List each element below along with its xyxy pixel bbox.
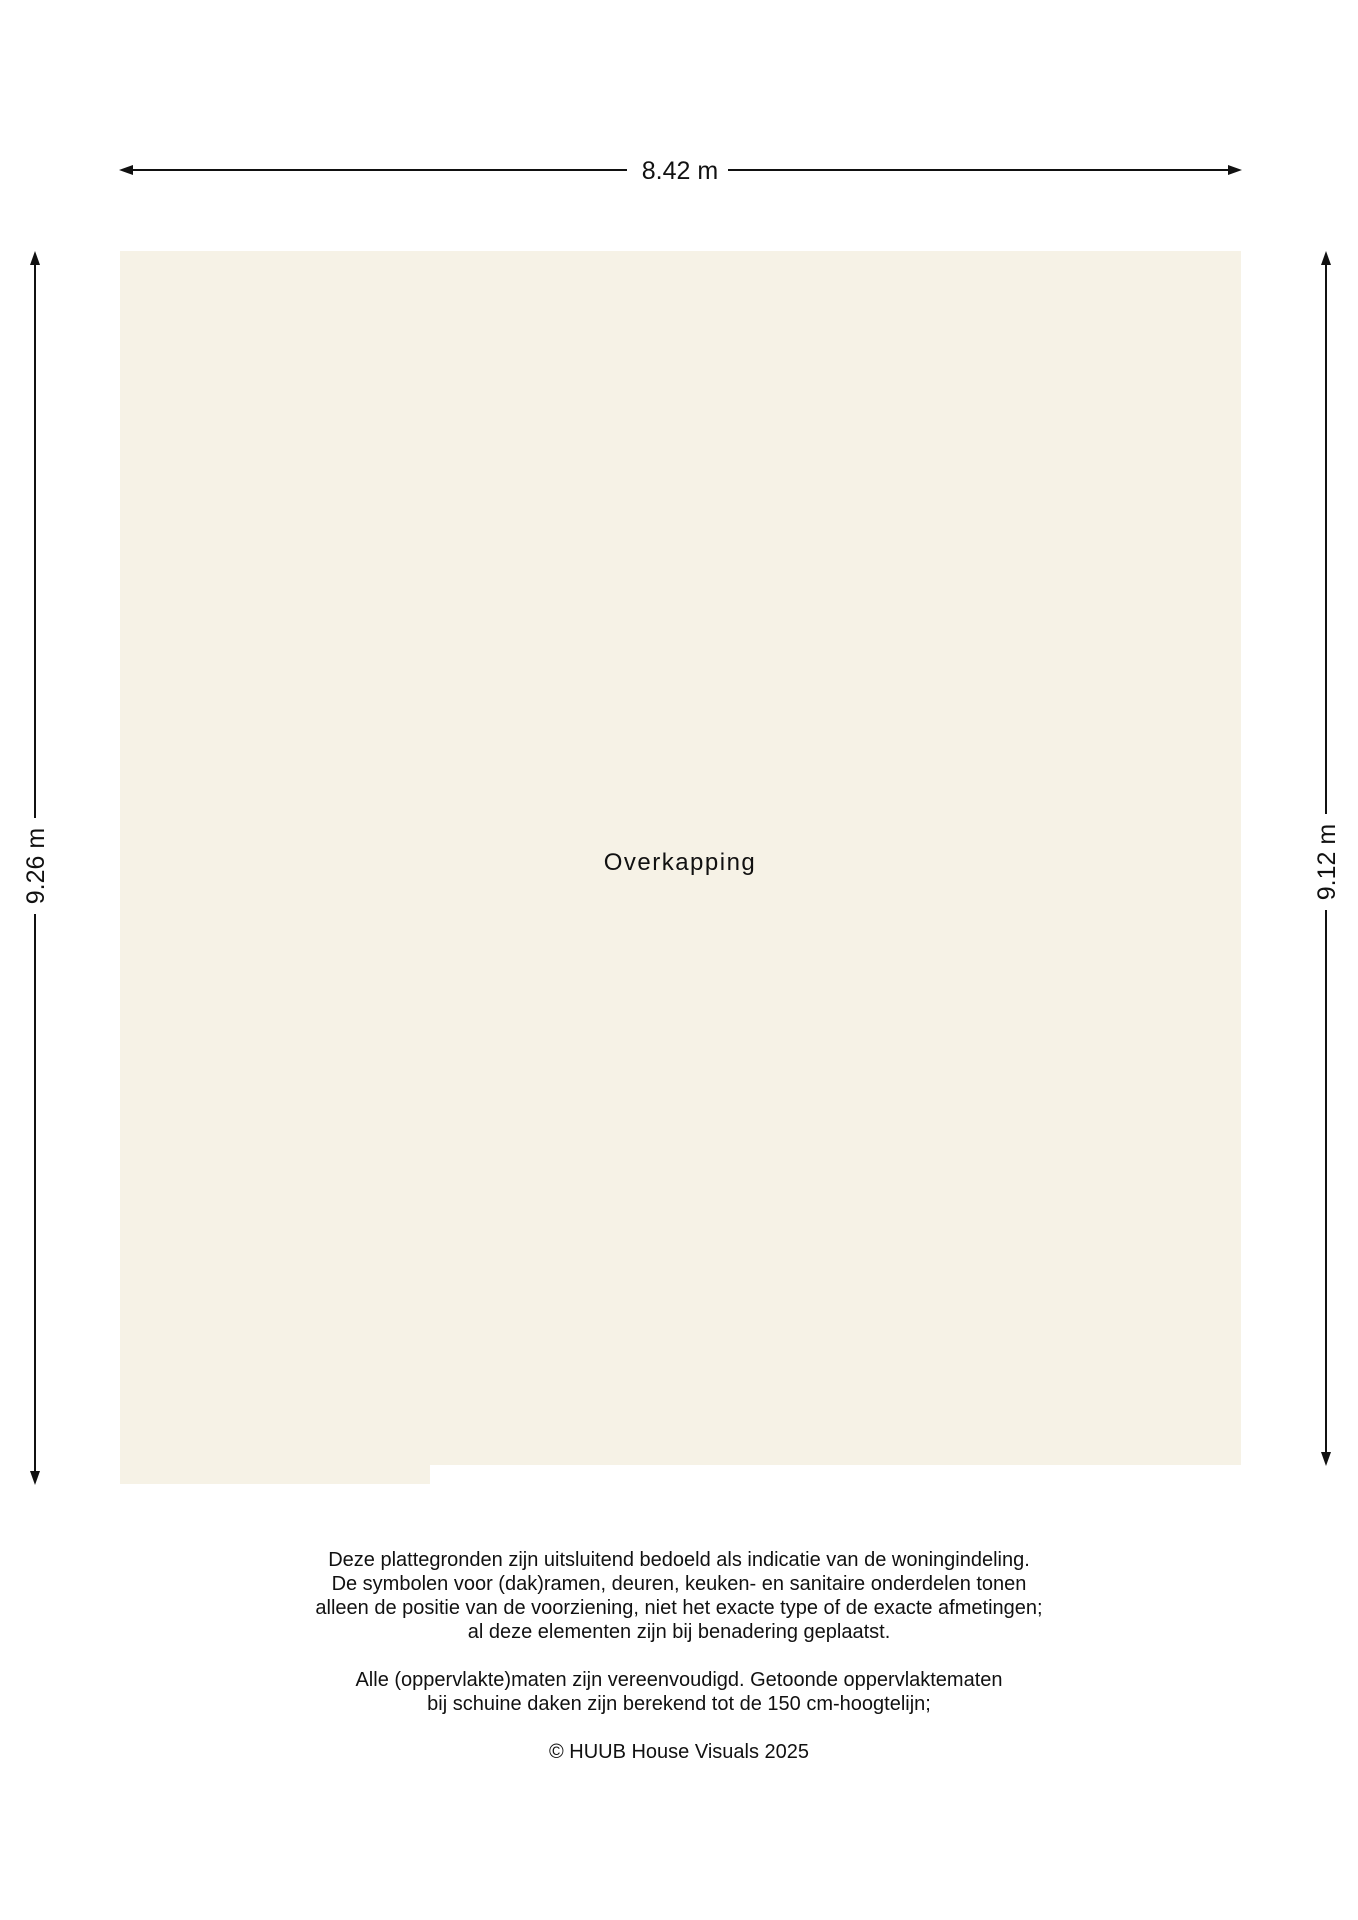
dimension-left — [22, 251, 50, 1485]
arrowhead-down — [30, 1471, 40, 1485]
dimension-top — [119, 157, 1242, 185]
dimension-top-label: 8.42 m — [641, 157, 719, 185]
disclaimer — [179, 1548, 1179, 1764]
disclaimer-line: Deze plattegronden zijn uitsluitend bedoeld als indicatie van de woningindeling. — [328, 1549, 1030, 1571]
copyright-notice: © HUUB House Visuals 2025 — [548, 1741, 810, 1763]
room-label: Overkapping — [603, 849, 757, 876]
disclaimer-line: Alle (oppervlakte)maten zijn vereenvoudigd. Getoonde oppervlaktematen — [355, 1669, 1003, 1691]
disclaimer-line: De symbolen voor (dak)ramen, deuren, keuken- en sanitaire onderdelen tonen — [331, 1573, 1027, 1595]
arrowhead-down — [1321, 1452, 1331, 1466]
disclaimer-line: al deze elementen zijn bij benadering geplaatst. — [467, 1621, 891, 1643]
disclaimer-paragraph-1 — [179, 1548, 1179, 1644]
dimension-right — [1313, 251, 1341, 1466]
dimension-left-label: 9.26 m — [22, 827, 50, 905]
dimension-right-label: 9.12 m — [1313, 823, 1341, 901]
disclaimer-line: alleen de positie van de voorziening, niet het exacte type of de exacte afmetingen; — [315, 1597, 1043, 1619]
disclaimer-line: bij schuine daken zijn berekend tot de 150 cm-hoogtelijn; — [427, 1693, 931, 1715]
arrowhead-up — [1321, 251, 1331, 265]
arrowhead-right — [1228, 165, 1242, 175]
arrowhead-up — [30, 251, 40, 265]
arrowhead-left — [119, 165, 133, 175]
disclaimer-paragraph-2 — [179, 1668, 1179, 1716]
